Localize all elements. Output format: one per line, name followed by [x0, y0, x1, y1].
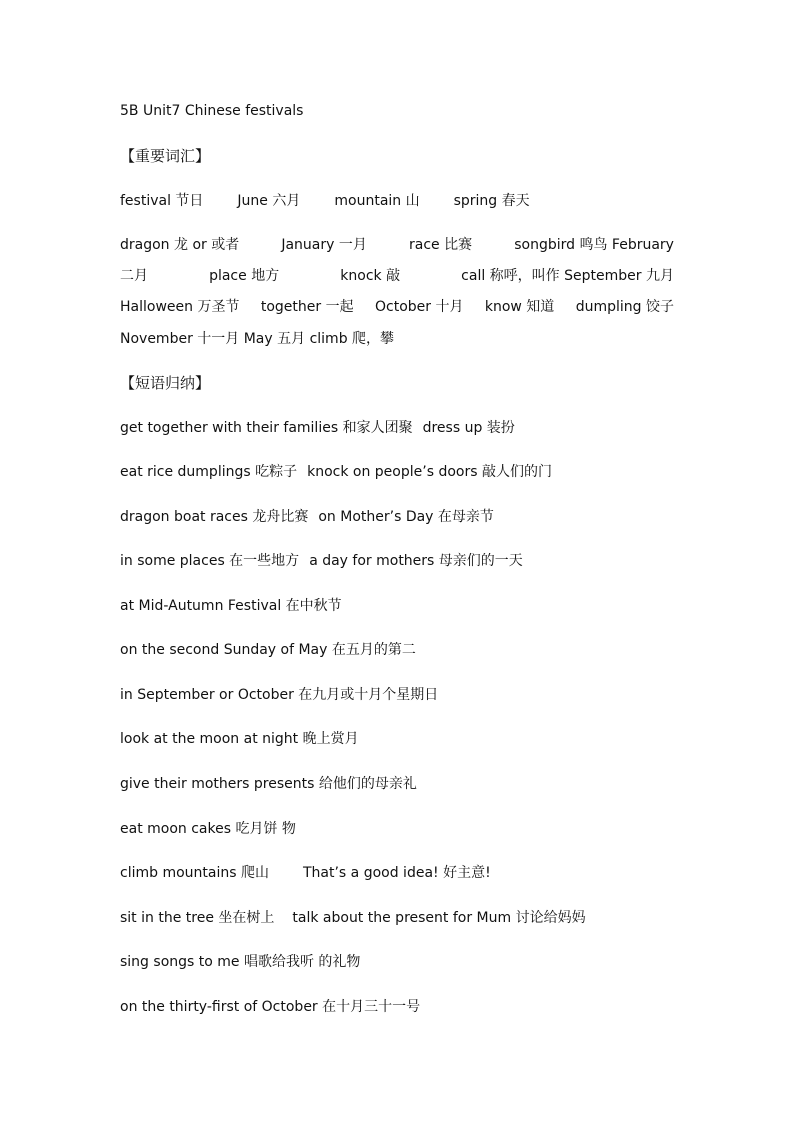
phrase-line: [120, 640, 416, 660]
vocab-item: call 称呼，叫作 September 九月: [461, 268, 674, 284]
phrase-item: get together with their families 和家人团聚: [120, 420, 413, 436]
phrase-line: [120, 507, 494, 527]
phrase-line: [120, 685, 438, 705]
phrase-item: talk about the present for Mum 讨论给妈妈: [292, 910, 586, 926]
vocab-item: 二月: [120, 268, 148, 284]
vocab-item: Halloween 万圣节: [120, 299, 240, 315]
vocab-item: spring 春天: [453, 193, 530, 209]
phrase-line: [120, 418, 515, 438]
phrase-item: a day for mothers 母亲们的一天: [309, 553, 523, 569]
vocab-item: knock 敲: [340, 268, 401, 284]
vocab-heading: 【重要词汇】: [120, 147, 211, 165]
vocab-line: [120, 329, 394, 349]
phrase-item: give their mothers presents 给他们的母亲礼: [120, 776, 417, 792]
phrase-item: climb mountains 爬山: [120, 865, 269, 881]
phrase-line: [120, 551, 523, 571]
phrase-item: sing songs to me 唱歌给我听 的礼物: [120, 954, 361, 970]
phrase-heading: 【短语归纳】: [120, 374, 211, 392]
vocab-item: January 一月: [281, 237, 367, 253]
phrase-item: look at the moon at night 晚上赏月: [120, 731, 359, 747]
phrase-line: [120, 596, 342, 616]
phrase-item: knock on people’s doors 敲人们的门: [307, 464, 552, 480]
phrase-item: dragon boat races 龙舟比赛: [120, 509, 309, 525]
phrase-item: on Mother’s Day 在母亲节: [318, 509, 494, 525]
phrase-line: [120, 952, 360, 972]
vocab-item: festival 节日: [120, 193, 204, 209]
vocab-item: place 地方: [209, 268, 280, 284]
vocab-line: [120, 235, 674, 255]
phrase-item: eat moon cakes 吃月饼 物: [120, 821, 296, 837]
vocab-item: mountain 山: [334, 193, 420, 209]
vocab-item: June 六月: [237, 193, 301, 209]
vocab-item: dragon 龙 or 或者: [120, 237, 240, 253]
phrase-line: [120, 774, 417, 794]
vocab-item: songbird 鸣鸟 February: [514, 237, 674, 253]
phrase-item: on the thirty-first of October 在十月三十一号: [120, 999, 421, 1015]
page-title: 5B Unit7 Chinese festivals: [120, 103, 304, 119]
phrase-item: eat rice dumplings 吃粽子: [120, 464, 298, 480]
vocab-item: know 知道: [484, 299, 555, 315]
phrase-line: [120, 863, 491, 883]
phrase-line: [120, 819, 296, 839]
vocab-item: race 比赛: [409, 237, 473, 253]
vocab-line: [120, 191, 530, 211]
vocab-item: together 一起: [260, 299, 354, 315]
phrase-item: in September or October 在九月或十月个星期日: [120, 687, 439, 703]
phrase-item: dress up 装扮: [422, 420, 515, 436]
vocab-item: October 十月: [374, 299, 464, 315]
phrase-item: in some places 在一些地方: [120, 553, 300, 569]
phrase-item: That’s a good idea! 好主意!: [302, 865, 491, 881]
phrase-line: [120, 462, 552, 482]
phrase-item: at Mid-Autumn Festival 在中秋节: [120, 598, 342, 614]
phrase-item: sit in the tree 坐在树上: [120, 910, 275, 926]
vocab-line: [120, 297, 674, 317]
phrase-line: [120, 729, 359, 749]
vocab-item: dumpling 饺子: [575, 299, 674, 315]
vocab-item: November 十一月 May 五月 climb 爬，攀: [120, 331, 395, 347]
vocab-line: [120, 266, 674, 286]
phrase-item: on the second Sunday of May 在五月的第二: [120, 642, 416, 658]
phrase-line: [120, 997, 420, 1017]
phrase-line: [120, 908, 586, 928]
